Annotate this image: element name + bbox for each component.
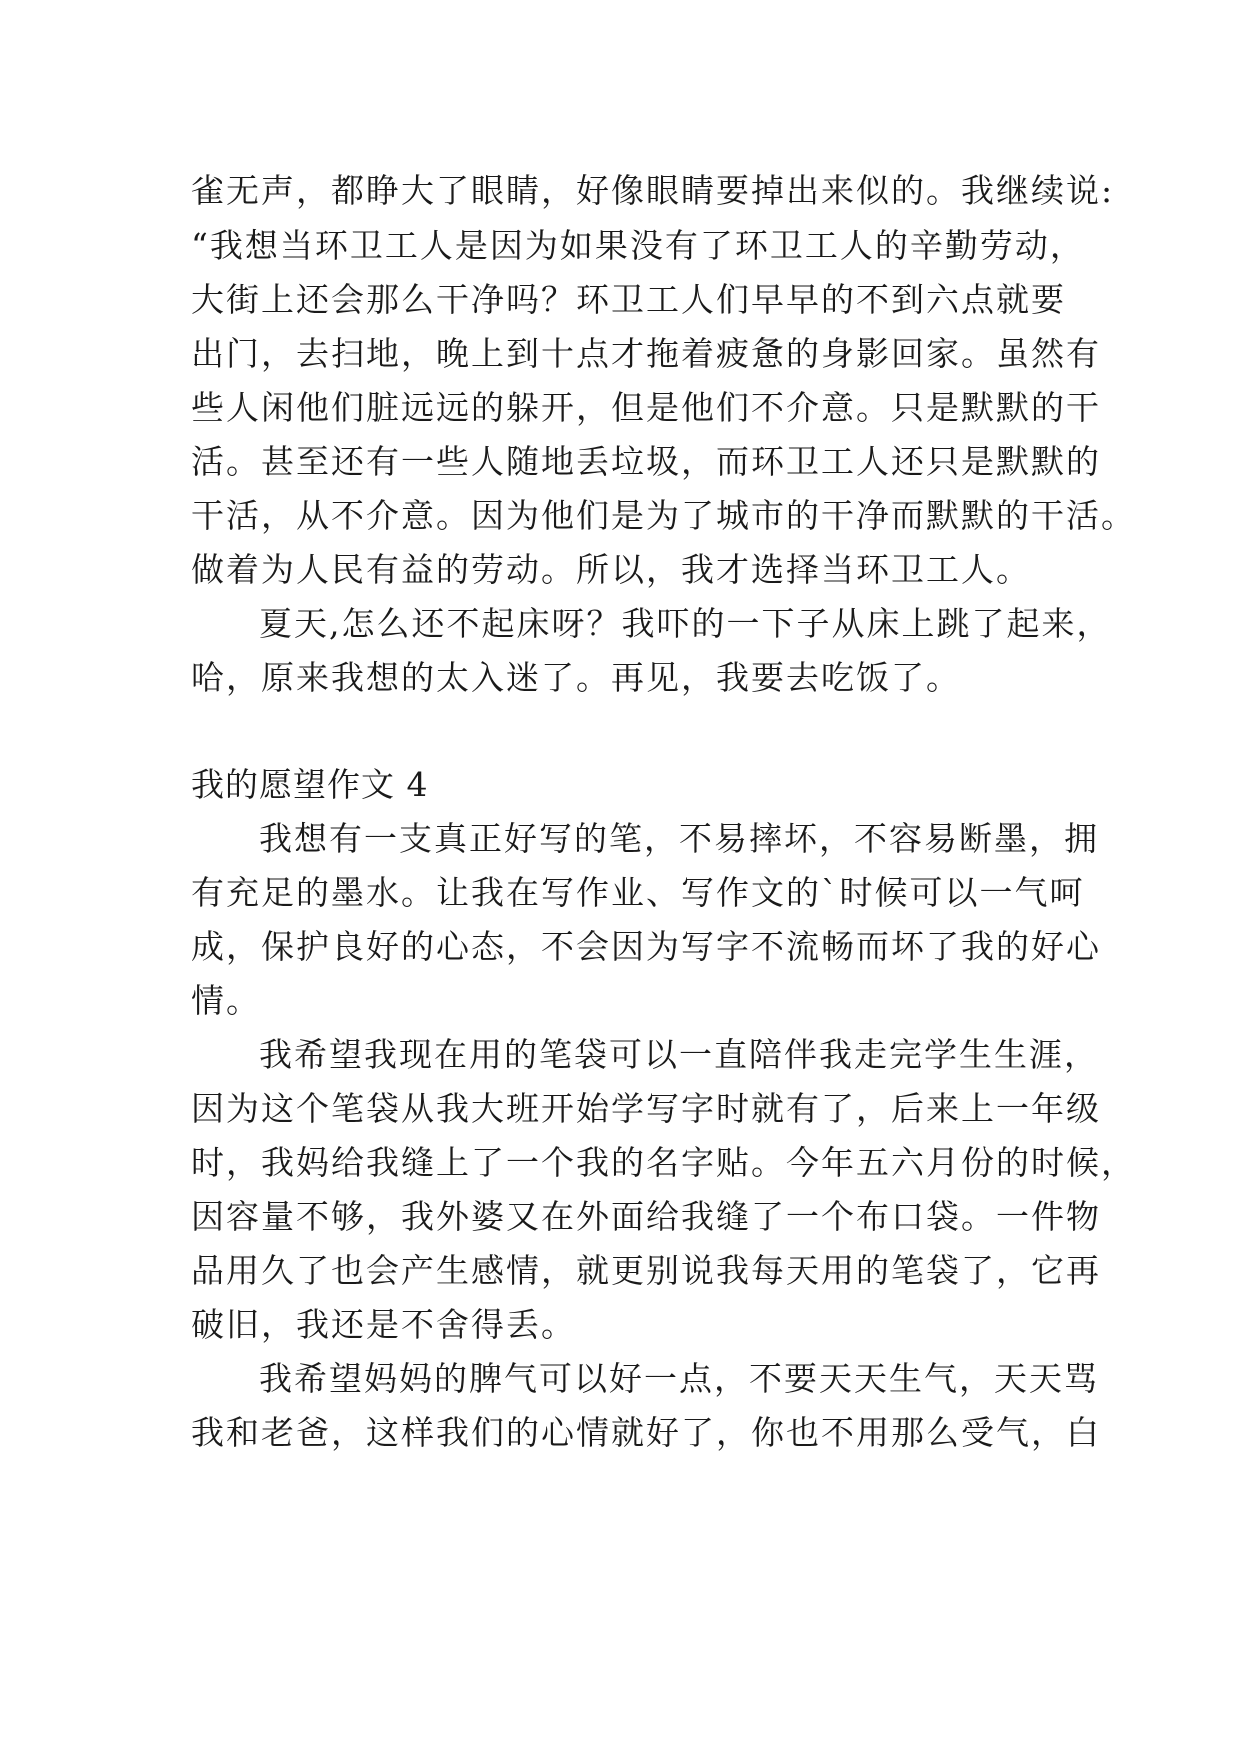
text-line-1: 雀无声，都睁大了眼睛，好像眼睛要掉出来似的。我继续说:: [191, 171, 1115, 210]
text-line-6: 活。甚至还有一些人随地丢垃圾，而环卫工人还只是默默的: [191, 442, 1101, 481]
text-line-14: 成，保护良好的心态，不会因为写字不流畅而坏了我的好心: [191, 927, 1101, 966]
text-line-13: 有充足的墨水。让我在写作业、写作文的`时候可以一气呵: [191, 873, 1085, 912]
text-line-15: 情。: [191, 981, 261, 1020]
text-line-23: 我和老爸，这样我们的心情就好了，你也不用那么受气，白: [191, 1413, 1101, 1452]
text-line-16: 我希望我现在用的笔袋可以一直陪伴我走完学生生涯，: [259, 1035, 1099, 1074]
text-line-18: 时，我妈给我缝上了一个我的名字贴。今年五六月份的时候，: [191, 1143, 1136, 1182]
text-line-5: 些人闲他们脏远远的躲开，但是他们不介意。只是默默的干: [191, 388, 1101, 427]
text-line-17: 因为这个笔袋从我大班开始学写字时就有了，后来上一年级: [191, 1089, 1101, 1128]
section-heading: 我的愿望作文 4: [191, 765, 429, 804]
text-line-22: 我希望妈妈的脾气可以好一点，不要天天生气，天天骂: [259, 1359, 1099, 1398]
text-line-3: 大街上还会那么干净吗？环卫工人们早早的不到六点就要: [191, 280, 1066, 319]
text-line-9: 夏天,怎么还不起床呀？我吓的一下子从床上跳了起来，: [259, 604, 1112, 643]
text-line-10: 哈，原来我想的太入迷了。再见，我要去吃饭了。: [191, 658, 961, 697]
text-line-21: 破旧，我还是不舍得丢。: [191, 1305, 576, 1344]
text-line-20: 品用久了也会产生感情，就更别说我每天用的笔袋了，它再: [191, 1251, 1101, 1290]
text-line-12: 我想有一支真正好写的笔，不易摔坏，不容易断墨，拥: [259, 819, 1099, 858]
text-line-7: 干活，从不介意。因为他们是为了城市的干净而默默的干活。: [191, 496, 1136, 535]
text-line-2: “我想当环卫工人是因为如果没有了环卫工人的辛勤劳动，: [191, 226, 1085, 265]
text-line-8: 做着为人民有益的劳动。所以，我才选择当环卫工人。: [191, 550, 1031, 589]
text-line-4: 出门，去扫地，晚上到十点才拖着疲惫的身影回家。虽然有: [191, 334, 1101, 373]
text-line-19: 因容量不够，我外婆又在外面给我缝了一个布口袋。一件物: [191, 1197, 1101, 1236]
